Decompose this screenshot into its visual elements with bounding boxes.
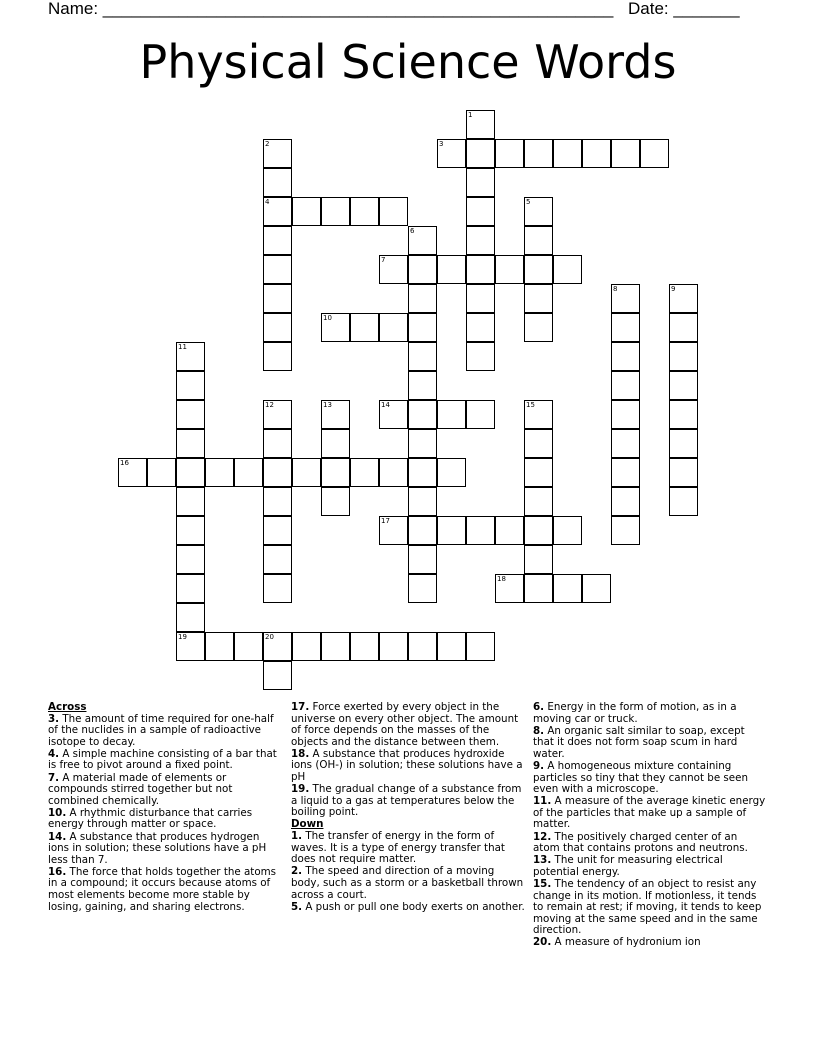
crossword-cell[interactable] [234, 632, 263, 661]
crossword-cell[interactable] [408, 255, 437, 284]
crossword-cell[interactable] [205, 632, 234, 661]
clue-across-3 [48, 714, 278, 749]
crossword-cell[interactable] [524, 516, 553, 545]
crossword-cell[interactable] [611, 458, 640, 487]
crossword-cell[interactable] [553, 139, 582, 168]
page-title: Physical Science Words [139, 35, 677, 89]
crossword-cell[interactable] [176, 516, 205, 545]
crossword-cell[interactable] [611, 342, 640, 371]
crossword-cell[interactable] [379, 516, 408, 545]
crossword-cell[interactable] [611, 516, 640, 545]
crossword-cell[interactable] [263, 574, 292, 603]
crossword-cell[interactable] [495, 574, 524, 603]
clue-number: 18. [291, 747, 310, 760]
cell-number: 14 [381, 401, 390, 409]
cell-number: 10 [323, 314, 332, 322]
clue-down-6 [533, 702, 767, 725]
crossword-cell[interactable] [176, 632, 205, 661]
cell-number: 4 [265, 198, 270, 206]
crossword-cell[interactable] [524, 284, 553, 313]
crossword-cell[interactable] [379, 458, 408, 487]
cell-number: 20 [265, 633, 274, 641]
cell-number: 16 [120, 459, 129, 467]
clues-column-1 [48, 702, 278, 914]
cell-number: 13 [323, 401, 332, 409]
crossword-cell[interactable] [176, 603, 205, 632]
crossword-cell[interactable] [582, 574, 611, 603]
clue-text: The amount of time required for one-half of the nuclides in a sample of radioactive isotope to decay. [48, 712, 274, 748]
crossword-cell[interactable] [611, 429, 640, 458]
crossword-cell[interactable] [263, 458, 292, 487]
clue-down-9 [533, 761, 767, 796]
clue-number: 10. [48, 806, 67, 819]
date-field-label[interactable]: Date: _______ [628, 0, 740, 18]
clue-text: The force that holds together the atoms in a compound; it occurs because atoms of most elements become more stable by losing, gaining, and sharing electrons. [48, 865, 277, 913]
crossword-cell[interactable] [408, 487, 437, 516]
crossword-cell[interactable] [495, 516, 524, 545]
crossword-cell[interactable] [669, 342, 698, 371]
crossword-cell[interactable] [263, 197, 292, 226]
crossword-cell[interactable] [437, 458, 466, 487]
clue-number: 11. [533, 795, 552, 808]
cell-number: 12 [265, 401, 274, 409]
crossword-cell[interactable] [524, 458, 553, 487]
crossword-cell[interactable] [118, 458, 147, 487]
crossword-cell[interactable] [263, 226, 292, 255]
crossword-cell[interactable] [408, 284, 437, 313]
crossword-cell[interactable] [466, 110, 495, 139]
crossword-cell[interactable] [263, 284, 292, 313]
crossword-cell[interactable] [263, 400, 292, 429]
clue-across-10 [48, 808, 278, 831]
crossword-cell[interactable] [263, 168, 292, 197]
clue-number: 17. [291, 701, 310, 713]
clue-number: 4. [48, 747, 60, 760]
clue-number: 2. [291, 865, 303, 878]
cell-number: 7 [381, 256, 386, 264]
down-heading: Down [291, 818, 324, 831]
cell-number: 15 [526, 401, 535, 409]
clue-number: 16. [48, 865, 67, 878]
crossword-cell[interactable] [350, 313, 379, 342]
crossword-cell[interactable] [611, 313, 640, 342]
crossword-cell[interactable] [408, 371, 437, 400]
crossword-cell[interactable] [263, 255, 292, 284]
clue-across-16 [48, 867, 278, 913]
crossword-cell[interactable] [466, 400, 495, 429]
crossword-cell[interactable] [669, 313, 698, 342]
crossword-cell[interactable] [466, 168, 495, 197]
clue-text: A rhythmic disturbance that carries energy through matter or space. [48, 806, 253, 831]
crossword-cell[interactable] [408, 400, 437, 429]
clue-number: 15. [533, 877, 552, 890]
crossword-cell[interactable] [408, 458, 437, 487]
crossword-cell[interactable] [524, 400, 553, 429]
crossword-cell[interactable] [495, 139, 524, 168]
crossword-cell[interactable] [263, 487, 292, 516]
clue-down-5 [291, 902, 525, 914]
crossword-cell[interactable] [524, 429, 553, 458]
crossword-cell[interactable] [437, 255, 466, 284]
crossword-cell[interactable] [176, 342, 205, 371]
crossword-cell[interactable] [611, 284, 640, 313]
cell-number: 2 [265, 140, 270, 148]
crossword-cell[interactable] [466, 516, 495, 545]
crossword-cell[interactable] [495, 255, 524, 284]
crossword-cell[interactable] [263, 545, 292, 574]
crossword-cell[interactable] [524, 139, 553, 168]
crossword-cell[interactable] [350, 458, 379, 487]
crossword-cell[interactable] [437, 516, 466, 545]
clue-across-19 [291, 784, 525, 819]
crossword-cell[interactable] [379, 255, 408, 284]
crossword-cell[interactable] [466, 284, 495, 313]
crossword-cell[interactable] [408, 516, 437, 545]
crossword-cell[interactable] [321, 487, 350, 516]
clue-text: A measure of the average kinetic energy of the particles that make up a sample of matter. [533, 795, 766, 831]
crossword-cell[interactable] [524, 255, 553, 284]
crossword-cell[interactable] [321, 313, 350, 342]
clue-text: The speed and direction of a moving body, such as a storm or a basketball thrown across a court. [291, 865, 524, 901]
clue-down-13 [533, 855, 767, 878]
clue-down-8 [533, 726, 767, 761]
clue-text: The tendency of an object to resist any change in its motion. If motionless, it tends to remain at rest; if moving, it tends to keep moving at the same speed and in the same direction. [533, 877, 762, 937]
crossword-cell[interactable] [292, 458, 321, 487]
crossword-cell[interactable] [292, 197, 321, 226]
clue-down-11 [533, 796, 767, 831]
crossword-cell[interactable] [176, 545, 205, 574]
clue-text: A push or pull one body exerts on another. [305, 900, 525, 913]
crossword-cell[interactable] [321, 429, 350, 458]
crossword-cell[interactable] [176, 400, 205, 429]
crossword-cell[interactable] [321, 197, 350, 226]
crossword-cell[interactable] [379, 400, 408, 429]
crossword-cell[interactable] [263, 313, 292, 342]
clue-down-1 [291, 831, 525, 866]
crossword-cell[interactable] [263, 342, 292, 371]
crossword-cell[interactable] [466, 632, 495, 661]
crossword-cell[interactable] [408, 342, 437, 371]
clue-down-20 [533, 937, 767, 949]
crossword-cell[interactable] [350, 197, 379, 226]
crossword-cell[interactable] [176, 458, 205, 487]
crossword-cell[interactable] [669, 284, 698, 313]
crossword-cell[interactable] [524, 487, 553, 516]
crossword-cell[interactable] [640, 139, 669, 168]
crossword-cell[interactable] [582, 139, 611, 168]
clues-column-2 [291, 702, 525, 914]
crossword-cell[interactable] [466, 313, 495, 342]
crossword-cell[interactable] [263, 661, 292, 690]
crossword-cell[interactable] [292, 632, 321, 661]
clue-across-17 [291, 702, 525, 748]
crossword-cell[interactable] [176, 429, 205, 458]
crossword-cell[interactable] [524, 313, 553, 342]
crossword-cell[interactable] [466, 342, 495, 371]
clue-text: An organic salt similar to soap, except that it does not form soap scum in hard water. [533, 724, 745, 760]
crossword-cell[interactable] [321, 458, 350, 487]
crossword-cell[interactable] [611, 487, 640, 516]
clue-text: A homogeneous mixture containing particles so tiny that they cannot be seen even with a microscope. [533, 759, 748, 796]
name-field-label[interactable]: Name: ______________________________________________________ [48, 0, 614, 18]
cell-number: 9 [671, 285, 676, 293]
crossword-cell[interactable] [408, 632, 437, 661]
crossword-cell[interactable] [669, 458, 698, 487]
crossword-cell[interactable] [669, 487, 698, 516]
clue-down-15 [533, 879, 767, 937]
crossword-cell[interactable] [408, 313, 437, 342]
clue-across-14 [48, 832, 278, 867]
clue-across-18 [291, 749, 525, 784]
crossword-cell[interactable] [466, 139, 495, 168]
crossword-cell[interactable] [263, 632, 292, 661]
crossword-cell[interactable] [147, 458, 176, 487]
cell-number: 18 [497, 575, 506, 583]
cell-number: 8 [613, 285, 618, 293]
clue-text: The transfer of energy in the form of waves. It is a type of energy transfer that does not require matter. [291, 830, 505, 866]
crossword-cell[interactable] [553, 516, 582, 545]
across-heading: Across [48, 701, 87, 713]
crossword-cell[interactable] [669, 371, 698, 400]
crossword-cell[interactable] [611, 139, 640, 168]
crossword-cell[interactable] [524, 226, 553, 255]
crossword-cell[interactable] [524, 197, 553, 226]
clue-text: Energy in the form of motion, as in a moving car or truck. [533, 701, 737, 725]
crossword-cell[interactable] [408, 429, 437, 458]
crossword-cell[interactable] [176, 574, 205, 603]
clue-number: 20. [533, 936, 552, 949]
crossword-cell[interactable] [553, 255, 582, 284]
clue-across-7 [48, 773, 278, 808]
crossword-cell[interactable] [379, 313, 408, 342]
cell-number: 6 [410, 227, 415, 235]
clue-number: 12. [533, 830, 552, 843]
crossword-cell[interactable] [234, 458, 263, 487]
clue-number: 13. [533, 854, 552, 867]
crossword-cell[interactable] [437, 400, 466, 429]
crossword-cell[interactable] [350, 632, 379, 661]
crossword-cell[interactable] [669, 429, 698, 458]
crossword-cell[interactable] [263, 429, 292, 458]
crossword-cell[interactable] [437, 139, 466, 168]
clue-text: A measure of hydronium ion [554, 936, 701, 949]
cell-number: 3 [439, 140, 444, 148]
crossword-cell[interactable] [408, 545, 437, 574]
crossword-cell[interactable] [611, 371, 640, 400]
cell-number: 19 [178, 633, 187, 641]
crossword-cell[interactable] [379, 197, 408, 226]
clue-text: A material made of elements or compounds stirred together but not combined chemically. [48, 771, 233, 807]
crossword-cell[interactable] [524, 574, 553, 603]
crossword-cell[interactable] [437, 632, 466, 661]
clue-text: A simple machine consisting of a bar that is free to pivot around a fixed point. [48, 747, 277, 772]
crossword-cell[interactable] [379, 632, 408, 661]
clue-text: A substance that produces hydroxide ions (OH-) in solution; these solutions have a pH [291, 747, 523, 784]
crossword-cell[interactable] [466, 226, 495, 255]
clue-number: 5. [291, 900, 303, 913]
clue-text: Force exerted by every object in the universe on every other object. The amount of force depends on the masses of the objects and the distance between them. [291, 701, 519, 748]
crossword-cell[interactable] [176, 371, 205, 400]
cell-number: 5 [526, 198, 531, 206]
clue-text: The positively charged center of an atom that contains protons and neutrons. [533, 830, 748, 855]
crossword-cell[interactable] [553, 574, 582, 603]
cell-number: 11 [178, 343, 187, 351]
clue-number: 1. [291, 830, 303, 843]
crossword-cell[interactable] [263, 516, 292, 545]
crossword-cell[interactable] [205, 458, 234, 487]
clues-column-3 [533, 702, 767, 949]
clue-number: 6. [533, 701, 545, 713]
crossword-cell[interactable] [611, 400, 640, 429]
crossword-cell[interactable] [321, 632, 350, 661]
crossword-cell[interactable] [263, 139, 292, 168]
clue-down-2 [291, 866, 525, 901]
clue-text: The unit for measuring electrical potential energy. [533, 854, 723, 878]
crossword-cell[interactable] [176, 487, 205, 516]
crossword-cell[interactable] [669, 400, 698, 429]
crossword-cell[interactable] [408, 226, 437, 255]
clue-down-12 [533, 832, 767, 855]
clue-number: 8. [533, 724, 545, 737]
cell-number: 1 [468, 111, 473, 119]
clue-number: 7. [48, 771, 60, 784]
crossword-cell[interactable] [466, 197, 495, 226]
clue-number: 19. [291, 783, 310, 796]
clue-number: 9. [533, 759, 545, 772]
cell-number: 17 [381, 517, 390, 525]
clue-number: 14. [48, 830, 67, 843]
clue-number: 3. [48, 712, 60, 725]
crossword-cell[interactable] [466, 255, 495, 284]
clue-across-4 [48, 749, 278, 772]
crossword-cell[interactable] [524, 545, 553, 574]
clue-text: A substance that produces hydrogen ions in solution; these solutions have a pH less than 7. [48, 830, 267, 866]
clue-text: The gradual change of a substance from a liquid to a gas at temperatures below the boiling point. [291, 783, 522, 819]
crossword-cell[interactable] [321, 400, 350, 429]
crossword-cell[interactable] [408, 574, 437, 603]
